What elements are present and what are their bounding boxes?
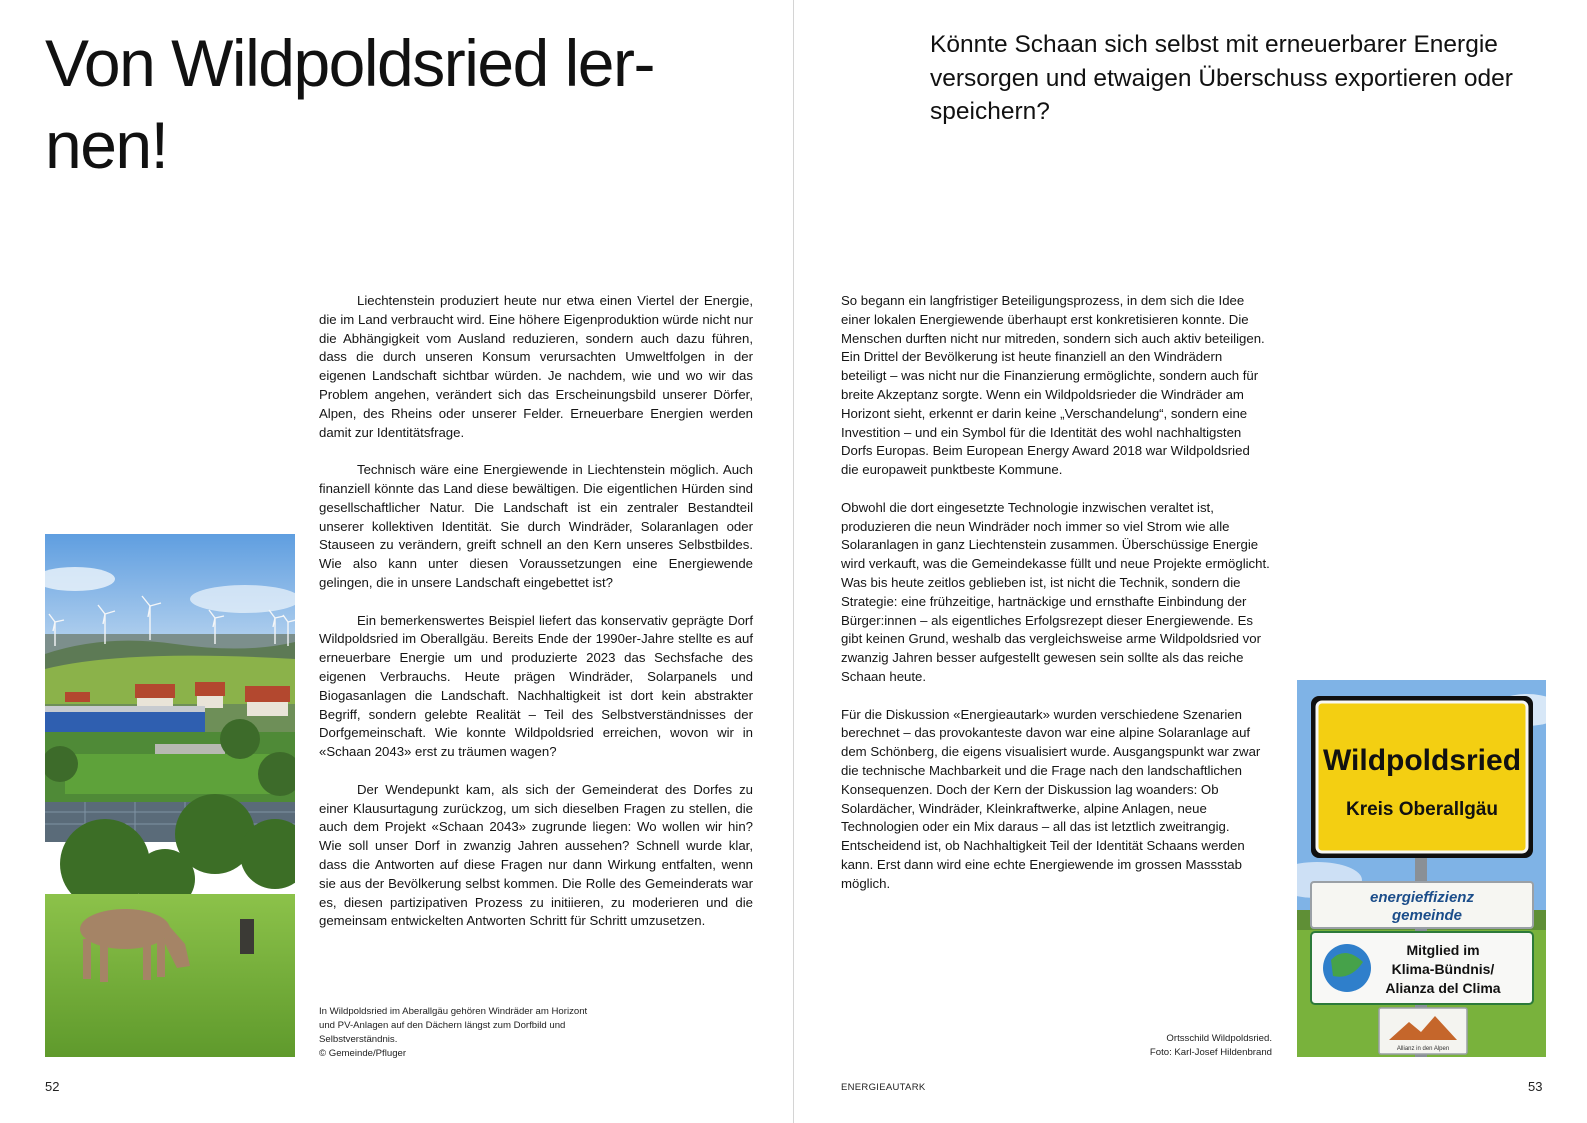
- caption-text: In Wildpoldsried im Aberallgäu gehören Windräder am Horizont und PV-Anlagen auf den Dächern längst zum Dorfbild und Selbstverständnis.: [319, 1006, 588, 1045]
- body-paragraph: Liechtenstein produziert heute nur etwa einen Viertel der Energie, die im Land verbraucht wird. Eine höhere Eigenproduktion würde nicht nur die Abhängigkeit vom Ausland reduzieren, sondern auch dazu führen, dass die durch unseren Konsum verursachten Umweltfolgen in der eigenen Landschaft sichtbar würden. Je nachdem, wie und wo wir das Problem angehen, verändert sich das Erscheinungsbild unserer Dörfer, Alpen, des Rheins oder unserer Felder. Erneuerbare Energien werden damit zur Identitätsfrage.: [319, 293, 753, 440]
- running-footer-section: ENERGIEAUTARK: [841, 1082, 926, 1093]
- caption-text: Ortsschild Wildpoldsried.: [1166, 1033, 1272, 1044]
- right-body-column: [841, 292, 1271, 912]
- sign-district: Kreis Oberallgäu: [1345, 799, 1499, 820]
- body-paragraph: So begann ein langfristiger Beteiligungsprozess, in dem sich die Idee einer lokalen Energiewende überhaupt erst konkretisieren konnte. Die Menschen durften nicht nur mitreden, sondern sich auch aktiv beteiligen. Ein Drittel der Bevölkerung ist heute finanziell an den Windrädern beteiligt – was nicht nur die Finanzierung ermöglichte, sondern auch für breite Akzeptanz sorgte. Wenn ein Wildpoldsrieder die Windräder am Horizont sieht, erkennt er darin keine „Verschandelung“, sondern eine Investition – und ein Symbol für die Identität des wohl nachhaltigsten Dorfs Europas. Beim European Energy Award 2018 war Wildpoldsried die europaweit punktbeste Kommune.: [841, 293, 1265, 478]
- body-paragraph: Technisch wäre eine Energiewende in Liechtenstein möglich. Auch finanziell könnte das Land diese bewältigen. Die eigentlichen Hürden sind gesellschaftlicher Natur. Die Landschaft ist ein zentraler Bestandteil unserer kollektiven Identität. Sie durch Windräder, Solaranlagen oder Stauseen zu verändern, greift schnell an den Kern unseres Selbstbildes. Wie also kann unter diesen Voraussetzungen eine Energiewende gelingen, die in unsere Landschaft eingebettet ist?: [319, 462, 753, 590]
- headline: Von Wildpoldsried ler- nen!: [45, 26, 654, 182]
- caption-credit: Foto: Karl-Josef Hildenbrand: [1149, 1047, 1272, 1058]
- body-paragraph: Ein bemerkenswertes Beispiel liefert das konservativ geprägte Dorf Wildpoldsried im Oberallgäu. Bereits Ende der 1990er-Jahre stellte es auf erneuerbare Energie um und produzierte 2023 das Sechsfache des eigenen Verbrauchs. Heute prägen Windräder, Solarpanels und Biogasanlagen die Landschaft. Nachhaltigkeit ist dort kein abstrakter Begriff, sondern gelebte Realität – Teil des Selbstverständnisses der Dorfgemeinschaft. Wie konnte Wildpoldsried erreichen, wovon wir in «Schaan 2043» erst zu träumen wagen?: [319, 612, 753, 760]
- town-sign-photo: [1297, 680, 1546, 1057]
- plate-klima-line2: Klima-Bündnis/: [1391, 961, 1495, 977]
- caption-credit: © Gemeinde/Pfluger: [319, 1048, 407, 1059]
- body-paragraph: Der Wendepunkt kam, als sich der Gemeinderat des Dorfes zu einer Klausurtagung zurückzog, um sich dieselben Fragen zu stellen, die auch dem Projekt «Schaan 2043» zugrunde liegen: Wo wollen wir hin? Wie soll unser Dorf in zwanzig Jahren aussehen? Schnell wurde klar, dass die Antworten auf diese Fragen nur dann Wirkung entfalten, wenn sie aus der Bevölkerung selbst kommen. Die Rolle des Gemeinderats war es, diesen partizipativen Prozess zu initiieren, zu moderieren und die gemeinsam entwickelten Antworten Schritt für Schritt umzusetzen.: [319, 781, 753, 929]
- plate-energy-line1: energieffizienz: [1370, 889, 1474, 906]
- plate-klima-line1: Mitglied im: [1406, 942, 1480, 958]
- photo-caption-right: [1070, 1032, 1272, 1060]
- plate-alps-label: Allianz in den Alpen: [1396, 1046, 1450, 1052]
- left-body-column: [319, 292, 753, 950]
- plate-klima-line3: Alianza del Clima: [1385, 980, 1501, 996]
- page-gutter-divider: [793, 0, 794, 1123]
- page-number-right: 53: [1528, 1079, 1543, 1094]
- village-landscape-photo: [45, 534, 295, 1057]
- alpine-alliance-plate: [1379, 1008, 1467, 1054]
- lead-question: Könnte Schaan sich selbst mit erneuerbarer Energie versorgen und etwaigen Überschuss exportieren oder speichern?: [930, 31, 1513, 125]
- photo-caption-left: [319, 1005, 589, 1061]
- body-paragraph: Obwohl die dort eingesetzte Technologie inzwischen veraltet ist, produzieren die neun Windräder noch immer so viel Strom wie alle Solaranlagen in ganz Liechtenstein zusammen. Überschüssige Energie wird verkauft, was die Gemeindekasse füllt und neue Projekte ermöglicht. Was bis heute zeitlos geblieben ist, ist nicht die Technik, sondern die Strategie: eine frühzeitige, hartnäckige und ernsthafte Einbindung der Bürger:innen – als eigentliches Erfolgsrezept dieser Energiewende. Es gibt keinen Grund, weshalb das vergleichsweise arme Wildpoldsried vor zwanzig Jahren besser aufgestellt gewesen sein sollte als das reiche Schaan heute.: [841, 499, 1270, 684]
- sign-town-name: Wildpoldsried: [1322, 744, 1522, 777]
- page-number-left: 52: [45, 1079, 60, 1094]
- energy-efficiency-plate: [1311, 882, 1533, 928]
- body-paragraph: Für die Diskussion «Energieautark» wurden verschiedene Szenarien berechnet – das provokanteste davon war eine alpine Solaranlage auf dem Schönberg, die eigens visualisiert wurde. Ausgangspunkt war zwar die technische Machbarkeit und die Frage nach den landschaftlichen Konsequenzen. Doch der Kern der Diskussion lag woanders: Ob Solardächer, Windräder, Kleinkraftwerke, alpine Anlagen, neue Technologien oder ein Mix daraus – all das ist letztlich zweitrangig. Entscheidend ist, ob Nachhaltigkeit Teil der Identität Schaans werden kann. Erst dann wird eine echte Energiewende im grossen Massstab möglich.: [841, 706, 1261, 891]
- climate-alliance-plate: [1311, 932, 1533, 1004]
- plate-energy-line2: gemeinde: [1391, 907, 1463, 924]
- yellow-town-sign: [1311, 696, 1533, 858]
